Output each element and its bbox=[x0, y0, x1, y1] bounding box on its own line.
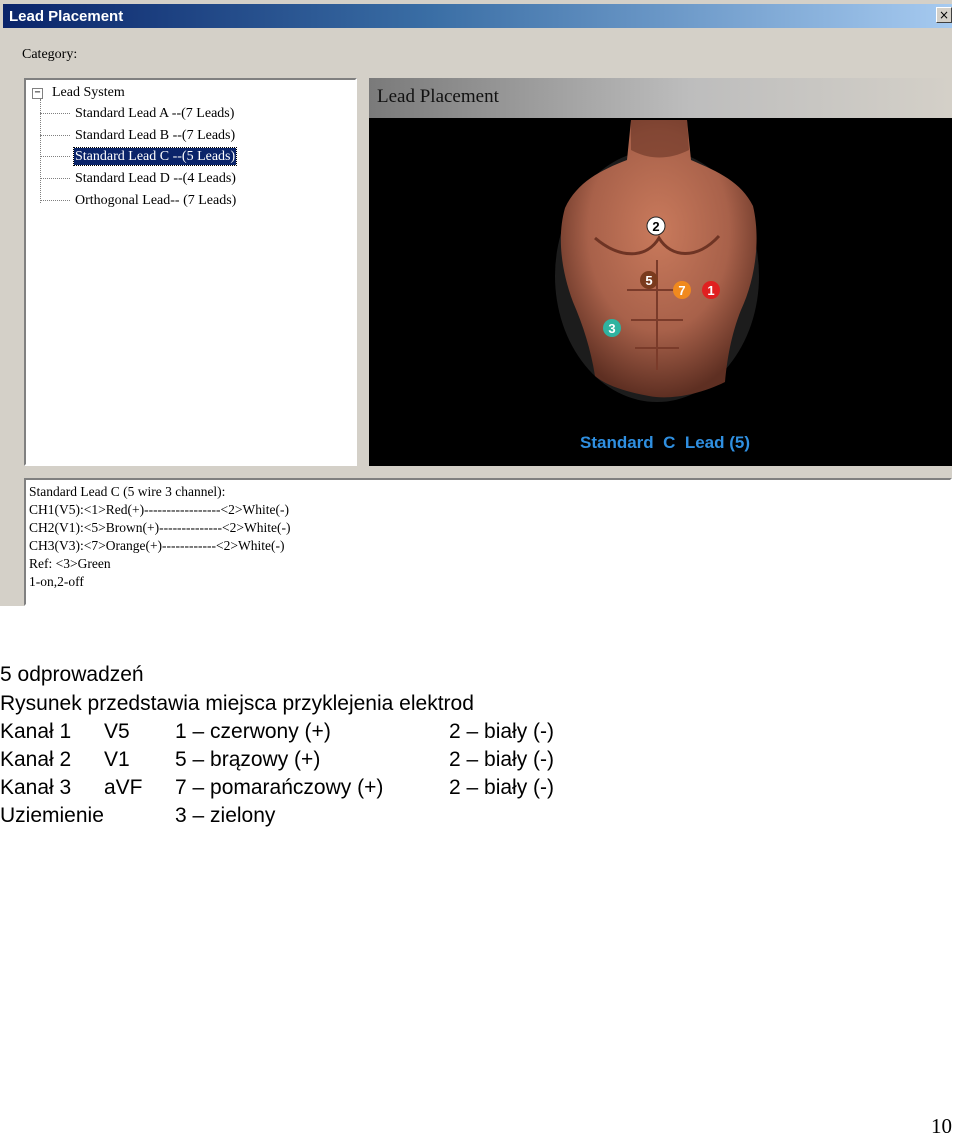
electrode-1 bbox=[702, 281, 720, 299]
electrode-label: 7 bbox=[678, 283, 686, 298]
info-line: Standard Lead C (5 wire 3 channel): bbox=[29, 484, 226, 499]
tree-item-standard-lead-c[interactable] bbox=[74, 148, 236, 165]
positive-electrode: 7 – pomarańczowy (+) bbox=[175, 776, 384, 799]
info-line: 1-on,2-off bbox=[29, 574, 84, 589]
electrode-label: 2 bbox=[652, 219, 660, 234]
window-title: Lead Placement bbox=[9, 8, 124, 25]
lead-caption: Standard C Lead (5) bbox=[579, 433, 751, 452]
tree-item-standard-lead-d[interactable] bbox=[74, 170, 237, 187]
tree-connector bbox=[40, 99, 41, 203]
positive-electrode: 5 – brązowy (+) bbox=[175, 748, 321, 771]
close-button[interactable] bbox=[936, 7, 952, 23]
description: Rysunek przedstawia miejsca przyklejenia elektrod bbox=[0, 692, 474, 715]
lead-info-box bbox=[24, 478, 952, 606]
channel-name: Kanał 3 bbox=[0, 776, 72, 799]
neck-shadow bbox=[631, 120, 689, 158]
tree-branch-line bbox=[40, 156, 70, 157]
electrode-7 bbox=[673, 281, 691, 299]
tree-root-label[interactable]: Lead System bbox=[52, 85, 125, 100]
info-line: CH3(V3):<7>Orange(+)------------<2>White(-) bbox=[29, 538, 285, 553]
preview-header bbox=[369, 78, 952, 118]
electrode-3 bbox=[603, 319, 621, 337]
tree-item-standard-lead-b[interactable] bbox=[74, 127, 236, 144]
negative-electrode: 2 – biały (-) bbox=[449, 720, 555, 743]
channel-name: Kanał 1 bbox=[0, 720, 72, 743]
channel-name: Kanał 2 bbox=[0, 748, 72, 771]
ground-label: Uziemienie bbox=[0, 804, 104, 827]
channel-lead: aVF bbox=[104, 776, 143, 799]
channel-lead: V1 bbox=[104, 748, 130, 771]
lead-preview-panel bbox=[369, 78, 952, 466]
positive-electrode: 1 – czerwony (+) bbox=[175, 720, 331, 743]
tree-branch-line bbox=[40, 200, 70, 201]
tree-branch-line bbox=[40, 178, 70, 179]
negative-electrode: 2 – biały (-) bbox=[449, 748, 555, 771]
electrode-5 bbox=[640, 271, 658, 289]
lead-system-tree[interactable] bbox=[24, 78, 357, 466]
tree-item-label[interactable]: Orthogonal Lead-- (7 Leads) bbox=[75, 193, 237, 208]
tree-item-label[interactable]: Standard Lead A --(7 Leads) bbox=[75, 106, 235, 121]
electrode-label: 3 bbox=[608, 321, 616, 336]
ground-row bbox=[0, 804, 960, 828]
electrode-label: 1 bbox=[707, 283, 715, 298]
channel-row bbox=[0, 720, 960, 744]
info-line: CH2(V1):<5>Brown(+)--------------<2>White(-) bbox=[29, 520, 291, 535]
channel-lead: V5 bbox=[104, 720, 130, 743]
channel-row bbox=[0, 748, 960, 772]
tree-branch-line bbox=[40, 113, 70, 114]
torso-illustration bbox=[369, 120, 949, 466]
tree-branch-line bbox=[40, 135, 70, 136]
page-number: 10 bbox=[931, 1114, 952, 1138]
info-line: Ref: <3>Green bbox=[29, 556, 111, 571]
preview-title: Lead Placement bbox=[377, 86, 499, 107]
electrode-2 bbox=[647, 217, 665, 235]
electrode-label: 5 bbox=[645, 273, 653, 288]
title-bar bbox=[3, 4, 952, 28]
category-label: Category: bbox=[22, 47, 78, 62]
collapse-icon[interactable]: − bbox=[32, 88, 43, 99]
tree-item-label[interactable]: Standard Lead D --(4 Leads) bbox=[75, 171, 236, 186]
channel-row bbox=[0, 776, 960, 800]
info-line: CH1(V5):<1>Red(+)-----------------<2>White(-) bbox=[29, 502, 289, 517]
close-icon: × bbox=[938, 8, 950, 22]
tree-item-label[interactable]: Standard Lead C --(5 Leads) bbox=[75, 149, 236, 164]
negative-electrode: 2 – biały (-) bbox=[449, 776, 555, 799]
ground-electrode: 3 – zielony bbox=[175, 804, 276, 827]
tree-item-label[interactable]: Standard Lead B --(7 Leads) bbox=[75, 128, 236, 143]
heading: 5 odprowadzeń bbox=[0, 663, 144, 686]
tree-item-standard-lead-a[interactable] bbox=[74, 105, 235, 122]
tree-item-orthogonal-lead[interactable] bbox=[74, 192, 237, 209]
